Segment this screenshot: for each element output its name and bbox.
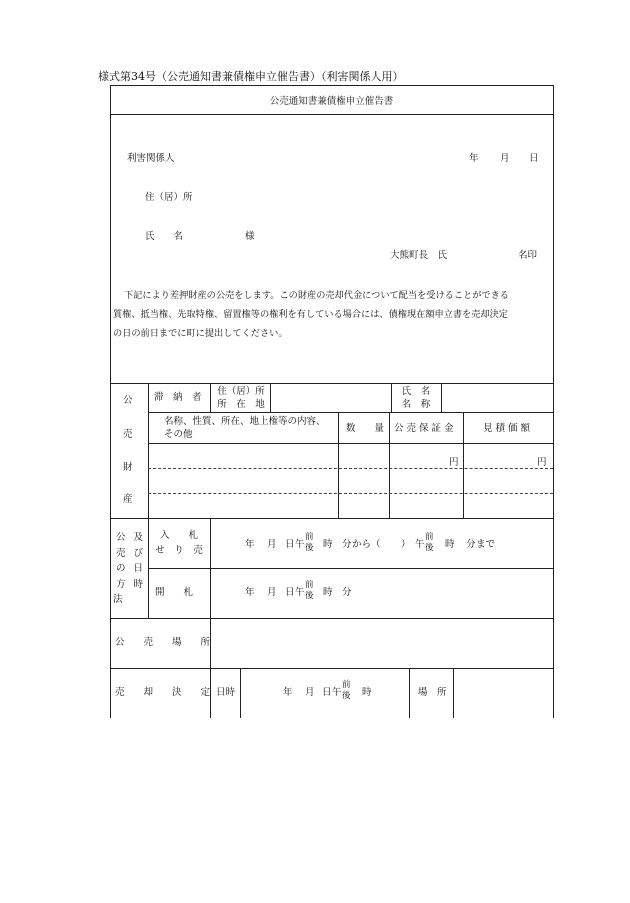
frame-left: [110, 85, 111, 718]
property-row-divider: [148, 468, 553, 469]
grid-line: [453, 668, 454, 718]
bid-auction-label: [150, 531, 208, 555]
day: 日: [285, 587, 295, 598]
frame-right: [553, 85, 554, 718]
grid-line: [148, 568, 553, 569]
address-label-2: 所 在 地: [217, 398, 265, 410]
auction-label: せ り 売: [155, 544, 203, 556]
hour: 時: [323, 539, 333, 550]
decision-place-label: 場 所: [418, 687, 447, 698]
date-month: 月: [500, 153, 510, 164]
month: 月: [267, 587, 277, 598]
property-section-char: 公: [123, 395, 133, 406]
am-pm-choice: 前 後: [305, 532, 314, 553]
grid-line: [270, 383, 271, 412]
form-label: 様式第34号（公売通知書兼債権申立催告書）（利害関係人用）: [98, 70, 404, 83]
deposit-header: 公 売 保 証 金: [394, 423, 454, 434]
description-header-2: その他: [164, 429, 193, 440]
method-row: 方 時: [115, 578, 144, 590]
description-header-1: 名称、性質、所在、地上権等の内容、: [164, 416, 326, 427]
ampm-2: 午: [415, 539, 425, 550]
grid-line: [210, 383, 211, 412]
grid-line: [110, 618, 553, 619]
grid-line: [391, 383, 392, 412]
frame-top: [110, 85, 553, 86]
quantity-header: 数 量: [346, 423, 385, 434]
address-label-1: 住（居）所: [217, 386, 265, 397]
body-line-2: 質権、抵当権、先取特権、留置権等の権利を有している場合には、債権現在額申立書を売却決定: [113, 309, 509, 320]
sender-title: 大熊町長 氏: [390, 250, 448, 261]
property-section-divider: [148, 383, 149, 518]
name-label: 氏 名: [145, 231, 184, 242]
am-pm-choice: 前 後: [305, 580, 314, 601]
decision-label: 売 却 決 定: [115, 687, 211, 698]
estimate-header: 見 積 価 額: [483, 423, 531, 434]
property-section-char: 財: [123, 462, 133, 473]
deposit-yen: 円: [449, 457, 459, 468]
until-text: まで: [476, 539, 496, 550]
property-bottom-line: [110, 518, 553, 519]
method-row: 法: [113, 594, 123, 605]
title-divider: [110, 114, 553, 115]
estimate-yen: 円: [537, 457, 547, 468]
grid-line: [110, 668, 553, 669]
grid-line: [409, 668, 410, 718]
grid-line: [338, 412, 339, 518]
am-pm-choice-2: 前 後: [425, 532, 434, 553]
date-year: 年: [469, 153, 479, 164]
year: 年: [283, 687, 293, 698]
recipient-label: 利害関係人: [127, 153, 175, 164]
form-title: 公売通知書兼債権申立催告書: [269, 96, 394, 107]
date-day: 日: [529, 153, 539, 164]
hour: 時: [323, 587, 333, 598]
name-label-1: 氏 名: [401, 386, 431, 397]
ampm: 午: [332, 687, 342, 698]
minute: 分: [342, 539, 352, 550]
minute-2: 分: [466, 539, 476, 550]
body-line-1: 下記により差押財産の公売をします。この財産の売却代金について配当を受けることができる: [124, 290, 509, 301]
ampm: 午: [295, 587, 305, 598]
ampm: 午: [295, 539, 305, 550]
method-section-label: [111, 533, 148, 605]
minute: 分: [342, 587, 352, 598]
grid-line: [148, 412, 553, 413]
hour-2: 時: [445, 539, 455, 550]
year: 年: [245, 587, 255, 598]
hour: 時: [362, 687, 372, 698]
body-line-3: の日の前日までに町に提出してください。: [113, 328, 288, 339]
property-section-char: 産: [123, 494, 133, 505]
from-text: から（: [352, 539, 381, 550]
close-paren: ）: [401, 539, 411, 550]
year: 年: [245, 539, 255, 550]
address-label: 住（居）所: [145, 192, 193, 203]
grid-line: [148, 443, 553, 444]
grid-line: [441, 383, 442, 412]
sender-seal: 名印: [518, 250, 538, 261]
day: 日: [322, 687, 332, 698]
bid-label: 入 札: [159, 530, 198, 541]
name-title-label: [393, 387, 439, 409]
honorific: 様: [245, 231, 255, 242]
method-row: 売 び: [115, 547, 144, 559]
method-row: 公 及: [115, 532, 144, 543]
month: 月: [267, 539, 277, 550]
grid-line: [389, 412, 390, 518]
property-row-divider: [148, 493, 553, 494]
grid-line: [463, 412, 464, 518]
name-label-2: 名 称: [401, 398, 431, 410]
property-top-line: [110, 383, 553, 384]
address-location-label: [212, 387, 270, 409]
day: 日: [285, 539, 295, 550]
property-section-char: 売: [123, 429, 133, 440]
venue-label: 公 売 場 所: [115, 637, 211, 648]
month: 月: [305, 687, 315, 698]
method-row: の 日: [115, 563, 144, 574]
decision-datetime-label: 日時: [216, 687, 236, 698]
opening-label: 開 札: [155, 587, 194, 598]
delinquent-label: 滞 納 者: [154, 392, 202, 403]
grid-line: [240, 668, 241, 718]
am-pm-choice: 前 後: [342, 680, 351, 701]
